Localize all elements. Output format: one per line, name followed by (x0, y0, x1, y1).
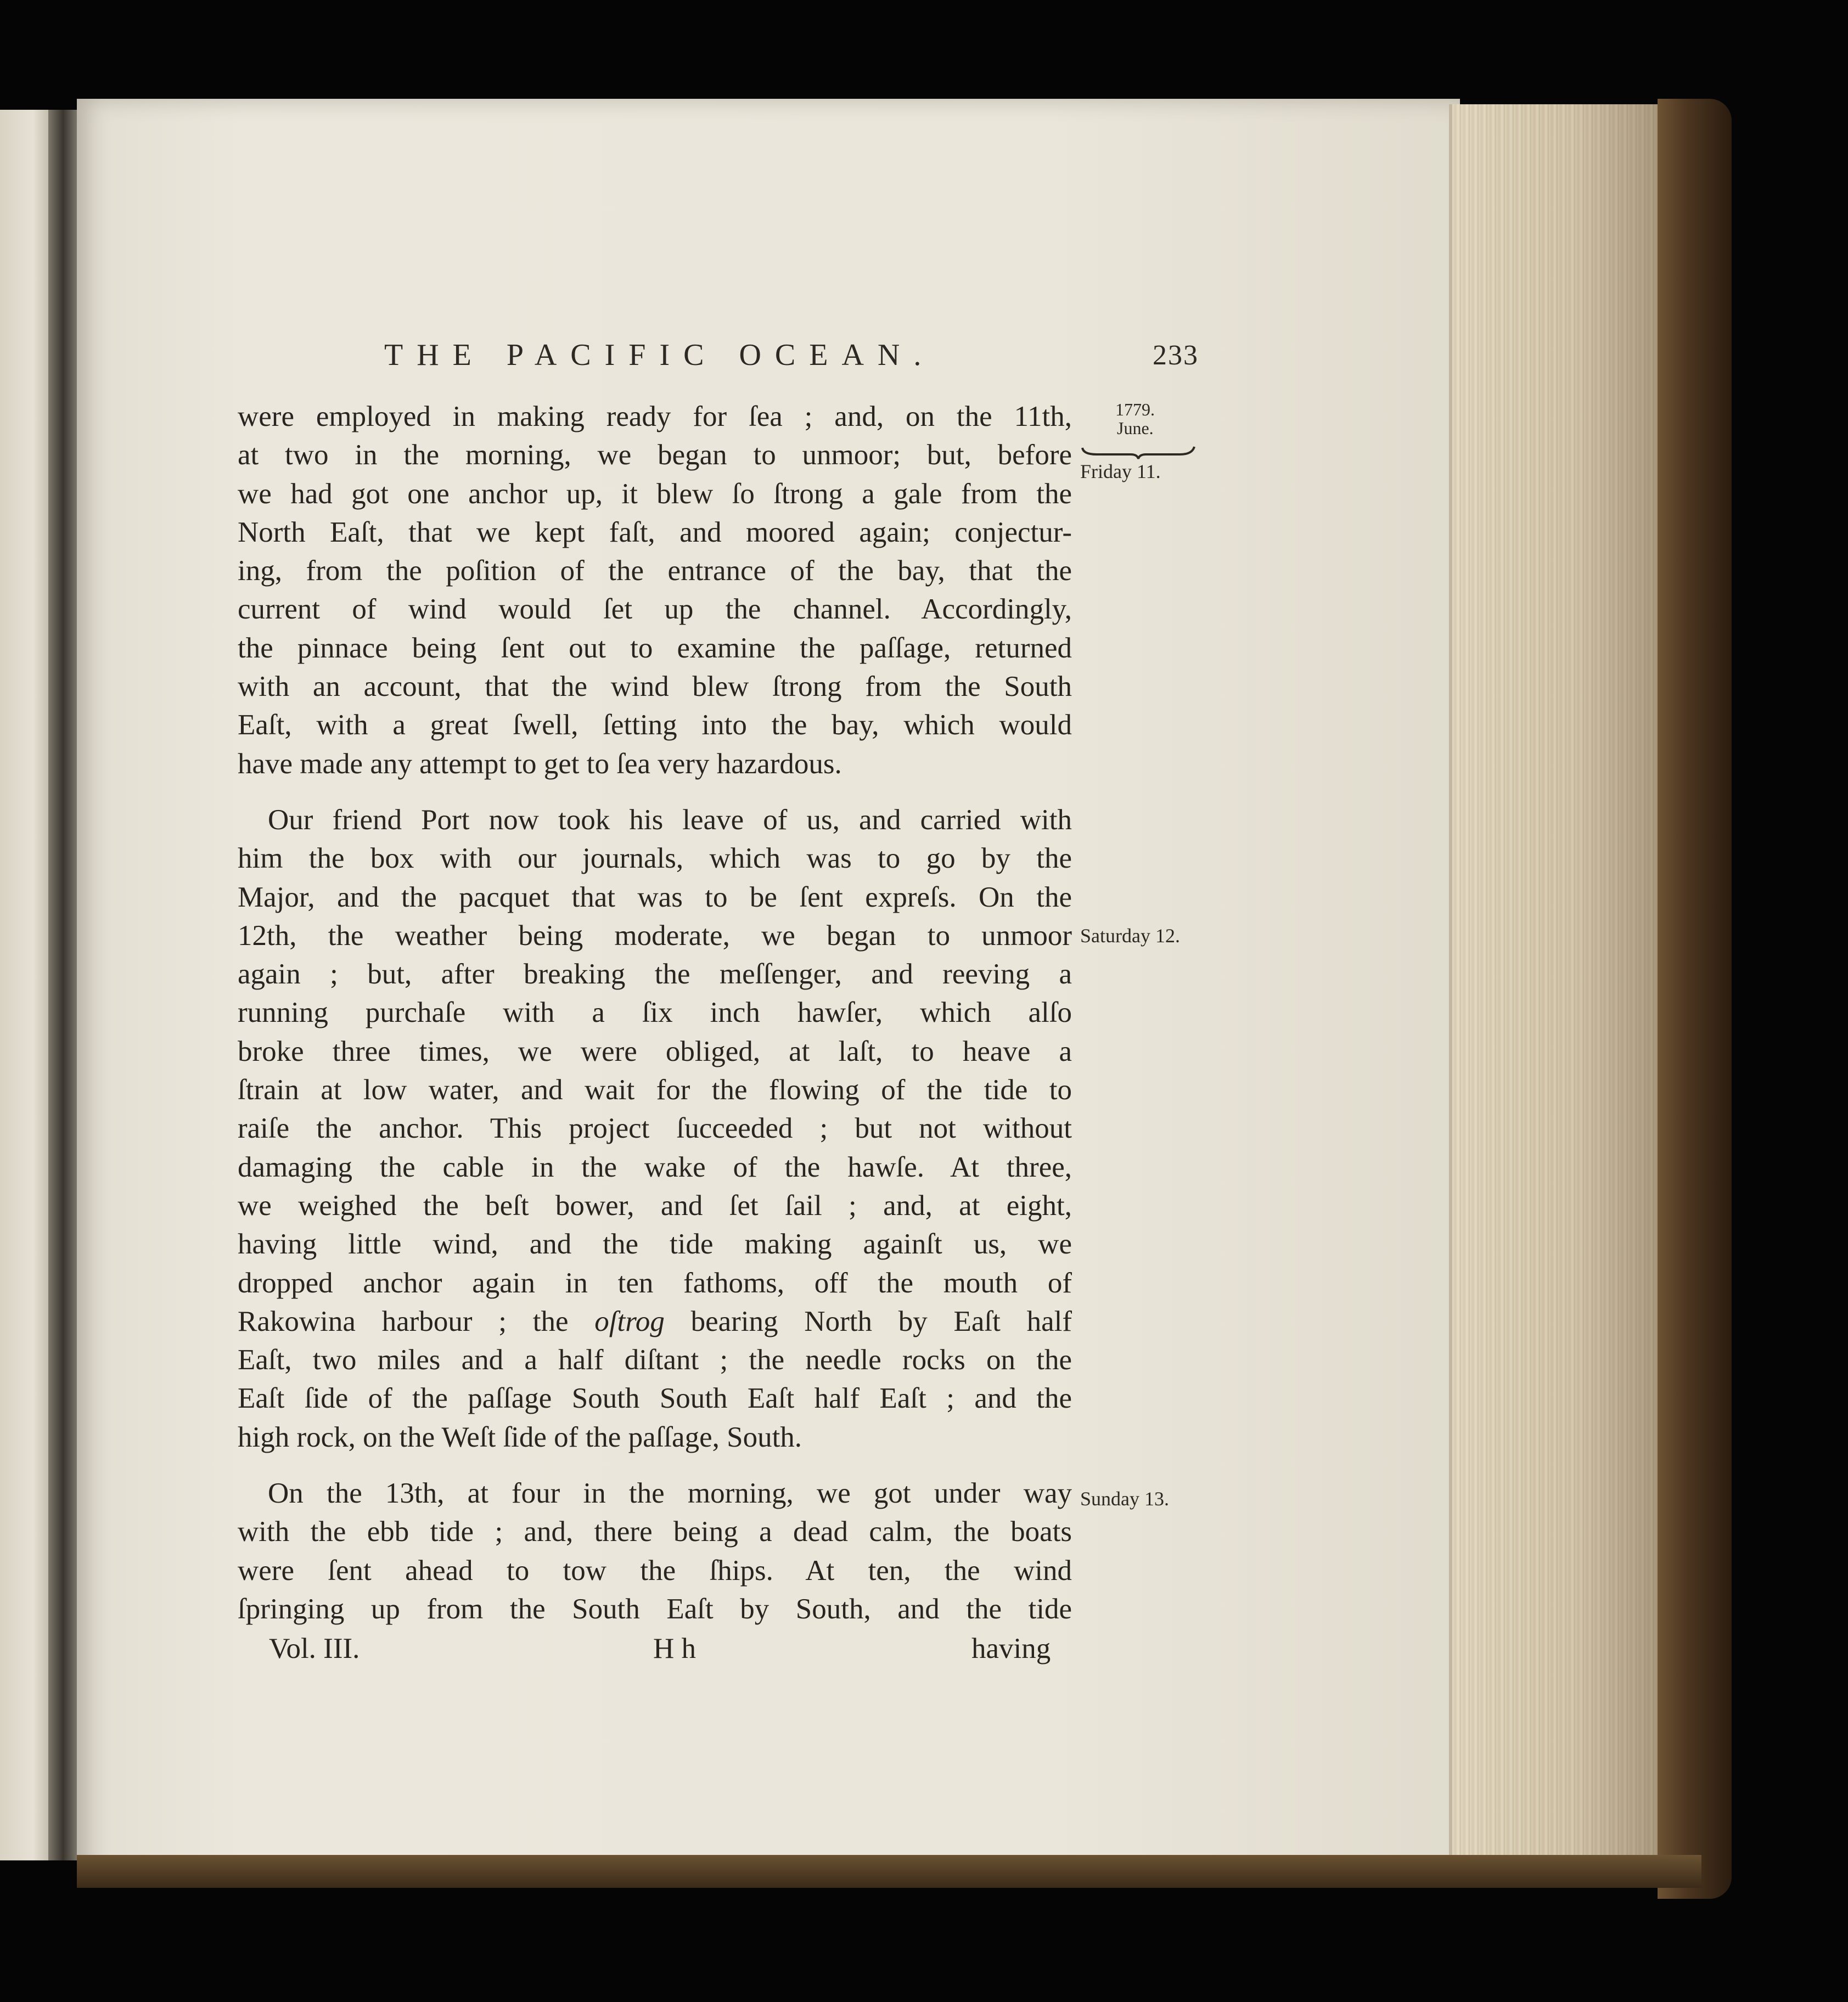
footer-signature: H h (653, 1633, 696, 1664)
footer-volume: Vol. III. (269, 1633, 360, 1664)
text-line: him the box with our journals, which was to go by the (238, 842, 1072, 875)
text-line: the pinnace being ſent out to examine the paſſage, returned (238, 632, 1072, 664)
running-head-title: THE PACIFIC OCEAN. (384, 338, 935, 372)
facing-page-edge (0, 110, 55, 1860)
margin-date-saturday: Saturday 12. (1080, 925, 1180, 947)
margin-brace-icon (1080, 445, 1197, 461)
margin-date-sunday: Sunday 13. (1080, 1488, 1169, 1510)
text-line: raiſe the anchor. This project ſucceeded ; but not without (238, 1112, 1072, 1145)
text-line: Eaſt, two miles and a half diſtant ; the needle rocks on the (238, 1344, 1072, 1376)
text-line: North Eaſt, that we kept faſt, and moored again; conjectur- (238, 516, 1072, 548)
margin-month: June. (1117, 418, 1154, 438)
paragraph-2 (238, 801, 1072, 1456)
text-line: at two in the morning, we began to unmoor; but, before (238, 439, 1072, 471)
text-line: with the ebb tide ; and, there being a dead calm, the boats (238, 1516, 1072, 1548)
paragraph-3 (238, 1474, 1072, 1628)
text-line: Major, and the pacquet that was to be ſent expreſs. On the (238, 881, 1072, 913)
text-line: we had got one anchor up, it blew ſo ſtrong a gale from the (238, 477, 1072, 510)
italic-term: oſtrog (594, 1305, 665, 1337)
book-bottom-board (77, 1855, 1701, 1888)
text-line: Eaſt, with a great ſwell, ſetting into the bay, which would (238, 709, 1072, 741)
text-line: On the 13th, at four in the morning, we got under way (268, 1477, 1072, 1510)
footer-catchword: having (971, 1633, 1051, 1664)
margin-date-friday: Friday 11. (1080, 460, 1161, 482)
text-line: current of wind would ſet up the channel. Accordingly, (238, 593, 1072, 626)
text-line: running purchaſe with a ſix inch hawſer, which alſo (238, 997, 1072, 1029)
text-line: Our friend Port now took his leave of us, and carried with (268, 803, 1072, 836)
text-line: high rock, on the Weſt ſide of the paſſage, South. (238, 1421, 802, 1453)
text-line: having little wind, and the tide making againſt us, we (238, 1228, 1072, 1261)
text-line: Rakowina harbour ; the oſtrog bearing North by Eaſt half (238, 1305, 1072, 1337)
text-line: damaging the cable in the wake of the hawſe. At three, (238, 1151, 1072, 1183)
text-line: ing, from the poſition of the entrance of the bay, that the (238, 555, 1072, 587)
text-line: we weighed the beſt bower, and ſet ſail ; and, at eight, (238, 1189, 1072, 1222)
text-line: have made any attempt to get to ſea very hazardous. (238, 747, 842, 780)
text-line: ſpringing up from the South Eaſt by South, and the tide (238, 1593, 1072, 1625)
text-line: ſtrain at low water, and wait for the flowing of the tide to (238, 1074, 1072, 1106)
text-line: again ; but, after breaking the meſſenger, and reeving a (238, 958, 1072, 991)
paragraph-1 (238, 397, 1072, 783)
text-line: were ſent ahead to tow the ſhips. At ten, the wind (238, 1554, 1072, 1587)
text-line: dropped anchor again in ten fathoms, off the mouth of (238, 1267, 1072, 1299)
book-cover-edge (1658, 99, 1732, 1899)
text-line: broke three times, we were obliged, at laſt, to heave a (238, 1035, 1072, 1067)
text-line: Eaſt ſide of the paſſage South South Eaſt half Eaſt ; and the (238, 1382, 1072, 1415)
page-number: 233 (1153, 340, 1199, 371)
text-line: with an account, that the wind blew ſtrong from the South (238, 671, 1072, 703)
text-line: 12th, the weather being moderate, we began to unmoor (238, 919, 1072, 952)
text-line: were employed in making ready for ſea ; and, on the 11th, (238, 401, 1072, 432)
page-block-shade (1449, 104, 1680, 1882)
book-gutter (48, 110, 81, 1860)
margin-year: 1779. (1115, 400, 1155, 419)
body-text (238, 397, 1072, 1628)
